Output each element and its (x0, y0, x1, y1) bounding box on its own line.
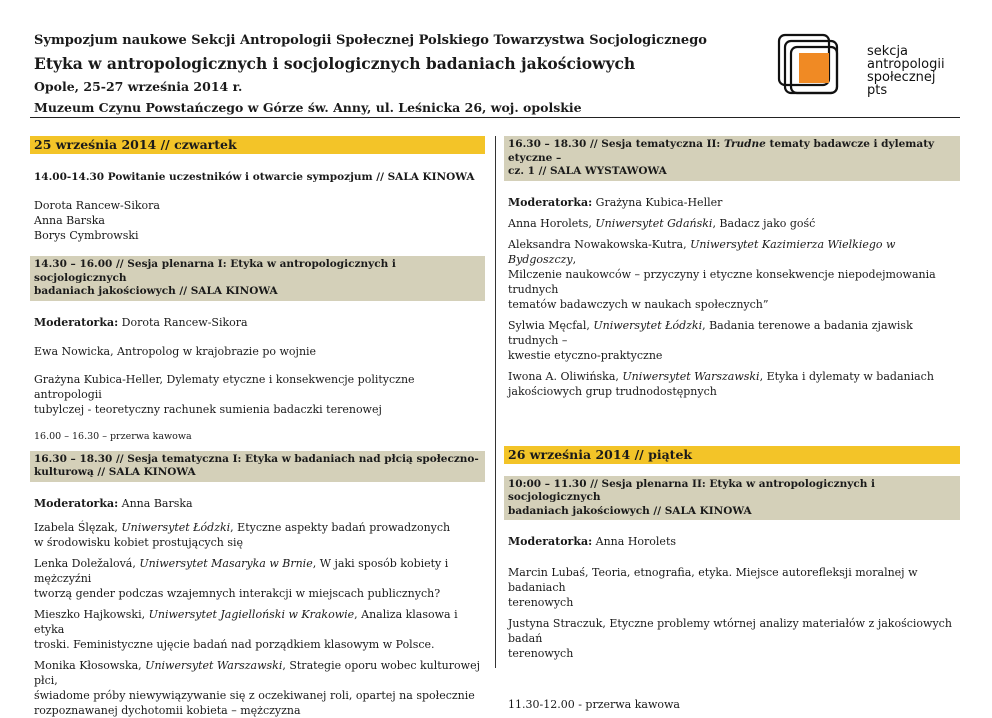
talk-title: , Etyczne aspekty badań prowadzonych (230, 520, 451, 534)
moderator (30, 496, 485, 511)
speaker: Iwona A. Oliwińska, (508, 369, 623, 383)
talk-line: rozpoznawanej dychotomii kobieta – mężczyzna (34, 703, 301, 717)
affiliation: Uniwersytet Jagielloński w Krakowie (148, 607, 355, 621)
affiliation: Uniwersytet Łódzki (121, 520, 231, 534)
event-date-place: Opole, 25-27 września 2014 r. (34, 79, 243, 94)
talk (504, 216, 960, 231)
talk (504, 237, 960, 312)
speaker: Lenka Doležalová, (34, 556, 140, 570)
talk (504, 616, 960, 661)
affiliation: Uniwersytet Warszawski (145, 658, 283, 672)
talk-line: Grażyna Kubica-Heller, Dylematy etyczne i konsekwencje polityczne antropologii (34, 372, 415, 401)
person-name: Anna Barska (34, 214, 105, 227)
talk-line: jakościowych grup trudnodostępnych (508, 384, 717, 398)
session-emphasis: Trudne (723, 138, 766, 150)
moderator-label: Moderatorka: (34, 315, 119, 329)
speaker: Sylwia Męcfal, (508, 318, 594, 332)
logo (775, 31, 975, 101)
moderator-name: Dorota Rancew-Sikora (118, 315, 248, 329)
coffee-break: 16.00 – 16.30 – przerwa kawowa (34, 430, 192, 442)
logo-text (867, 45, 945, 97)
day-heading: 26 września 2014 // piątek (504, 446, 960, 464)
session-heading-line: kulturową // SALA KINOWA (34, 466, 196, 478)
coffee-break: 11.30-12.00 - przerwa kawowa (508, 698, 680, 711)
logo-line: społecznej (867, 70, 936, 85)
talk: Ewa Nowicka, Antropolog w krajobrazie po wojnie (34, 344, 317, 358)
session-time: 16.30 – 18.30 // Sesja tematyczna II: (508, 138, 724, 150)
affiliation: Uniwersytet Masaryka w Brnie (139, 556, 313, 570)
talk-title: , Strategie oporu wobec kulturowej płci, (34, 658, 480, 687)
event-venue: Muzeum Czynu Powstańczego w Górze św. Anny, ul. Leśnicka 26, woj. opolskie (34, 100, 582, 115)
moderator (504, 195, 960, 210)
header-divider (30, 117, 960, 118)
talk-line (504, 237, 960, 267)
talk (30, 520, 485, 550)
talk-line: tworzą gender podczas wzajemnych interakcji w miejscach publicznych? (34, 586, 441, 600)
session-heading-line: 14.30 – 16.00 // Sesja plenarna I: Etyka w antropologicznych i socjologicznych (34, 258, 396, 284)
moderator-label: Moderatorka: (508, 195, 593, 209)
moderator-name: Anna Horolets (592, 535, 677, 548)
talk-line: terenowych (508, 596, 574, 609)
session-heading-line (508, 138, 956, 165)
talk-line: w środowisku kobiet prostujących się (34, 535, 244, 549)
talk (30, 556, 485, 601)
talk-line: kwestie etyczno-praktyczne (508, 348, 663, 362)
speaker: Anna Horolets, (508, 216, 596, 230)
talk (30, 658, 485, 718)
session-heading-line: badaniach jakościowych // SALA KINOWA (508, 504, 752, 517)
talk-line (504, 369, 960, 384)
day-heading: 25 września 2014 // czwartek (30, 136, 485, 154)
column-divider (495, 136, 496, 668)
opening-people (30, 198, 485, 243)
talk-line (504, 318, 960, 348)
talk-line: tubylczej - teoretyczny rachunek sumienia badaczki terenowej (34, 402, 382, 416)
session-heading (30, 256, 485, 301)
talk-title: , W jaki sposób kobiety i mężczyźni (34, 556, 449, 585)
moderator (30, 315, 485, 330)
talk-line (30, 607, 485, 637)
affiliation: Uniwersytet Łódzki (593, 318, 703, 332)
moderator (504, 534, 960, 549)
talk-line: terenowych (508, 647, 574, 660)
talk-line: tematów badawczych w naukach społecznych” (508, 297, 769, 311)
moderator-label: Moderatorka: (508, 535, 593, 548)
talk (30, 372, 485, 417)
talk-line (30, 556, 485, 586)
talk (504, 318, 960, 363)
opening-session: 14.00-14.30 Powitanie uczestników i otwarcie sympozjum // SALA KINOWA (34, 171, 475, 183)
logo-squares-icon (775, 31, 865, 101)
talk (504, 369, 960, 399)
moderator-name: Anna Barska (118, 496, 193, 510)
talk-title: , Badania terenowe a badania zjawisk trudnych – (508, 318, 913, 347)
person-name: Borys Cymbrowski (34, 229, 139, 242)
event-title: Sympozjum naukowe Sekcji Antropologii Społecznej Polskiego Towarzystwa Socjologicznego (34, 33, 707, 48)
person-name: Dorota Rancew-Sikora (34, 199, 160, 212)
session-heading-line: cz. 1 // SALA WYSTAWOWA (508, 165, 667, 177)
session-heading (504, 476, 960, 521)
talk-title: , Badacz jako gość (712, 216, 816, 230)
affiliation: Uniwersytet Warszawski (622, 369, 760, 383)
document-header (34, 30, 774, 118)
talk-line (30, 658, 485, 688)
affiliation: Uniwersytet Gdański (595, 216, 713, 230)
talk-line (30, 520, 485, 535)
logo-line: pts (867, 83, 888, 98)
session-heading-line: 16.30 – 18.30 // Sesja tematyczna I: Etyka w badaniach nad płcią społeczno- (34, 452, 479, 465)
talk-line: świadome próby niewywiązywanie się z oczekiwanej roli, opartej na społecznie (34, 688, 475, 702)
talk (504, 565, 960, 610)
talk-line: troski. Feministyczne ujęcie badań nad porządkiem klasowym w Polsce. (34, 637, 435, 651)
talk-title: , (572, 252, 577, 266)
session-heading-line: badaniach jakościowych // SALA KINOWA (34, 285, 278, 297)
logo-line: antropologii (867, 57, 945, 72)
affiliation: Uniwersytet Kazimierza Wielkiego w Bydgoszczy (508, 237, 896, 266)
talk-line: Milczenie naukowców – przyczyny i etyczne konsekwencje niepodejmowania trudnych (508, 267, 936, 296)
speaker: Izabela Ślęzak, (34, 520, 122, 534)
left-column (30, 136, 485, 718)
right-column (504, 136, 960, 712)
talk-line: Justyna Straczuk, Etyczne problemy wtórnej analizy materiałów z jakościowych badań (508, 617, 952, 645)
session-heading-line: 10:00 – 11.30 // Sesja plenarna II: Etyka w antropologicznych i socjologicznych (508, 477, 876, 503)
session-heading (504, 136, 960, 181)
talk-title: , Etyka i dylematy w badaniach (759, 369, 934, 383)
talk (30, 607, 485, 652)
talk-title: , Analiza klasowa i etyka (34, 607, 458, 636)
logo-line: sekcja (867, 44, 909, 59)
event-theme: Etyka w antropologicznych i socjologicznych badaniach jakościowych (34, 54, 636, 73)
moderator-name: Grażyna Kubica-Heller (592, 195, 723, 209)
session-title: tematy badawcze i dylematy etyczne – (508, 138, 935, 164)
moderator-label: Moderatorka: (34, 496, 119, 510)
talk-line: Marcin Lubaś, Teoria, etnografia, etyka. Miejsce autorefleksji moralnej w badaniach (508, 566, 918, 594)
speaker: Aleksandra Nowakowska-Kutra, (508, 237, 691, 251)
session-heading (30, 451, 485, 482)
speaker: Mieszko Hajkowski, (34, 607, 149, 621)
speaker: Monika Kłosowska, (34, 658, 146, 672)
